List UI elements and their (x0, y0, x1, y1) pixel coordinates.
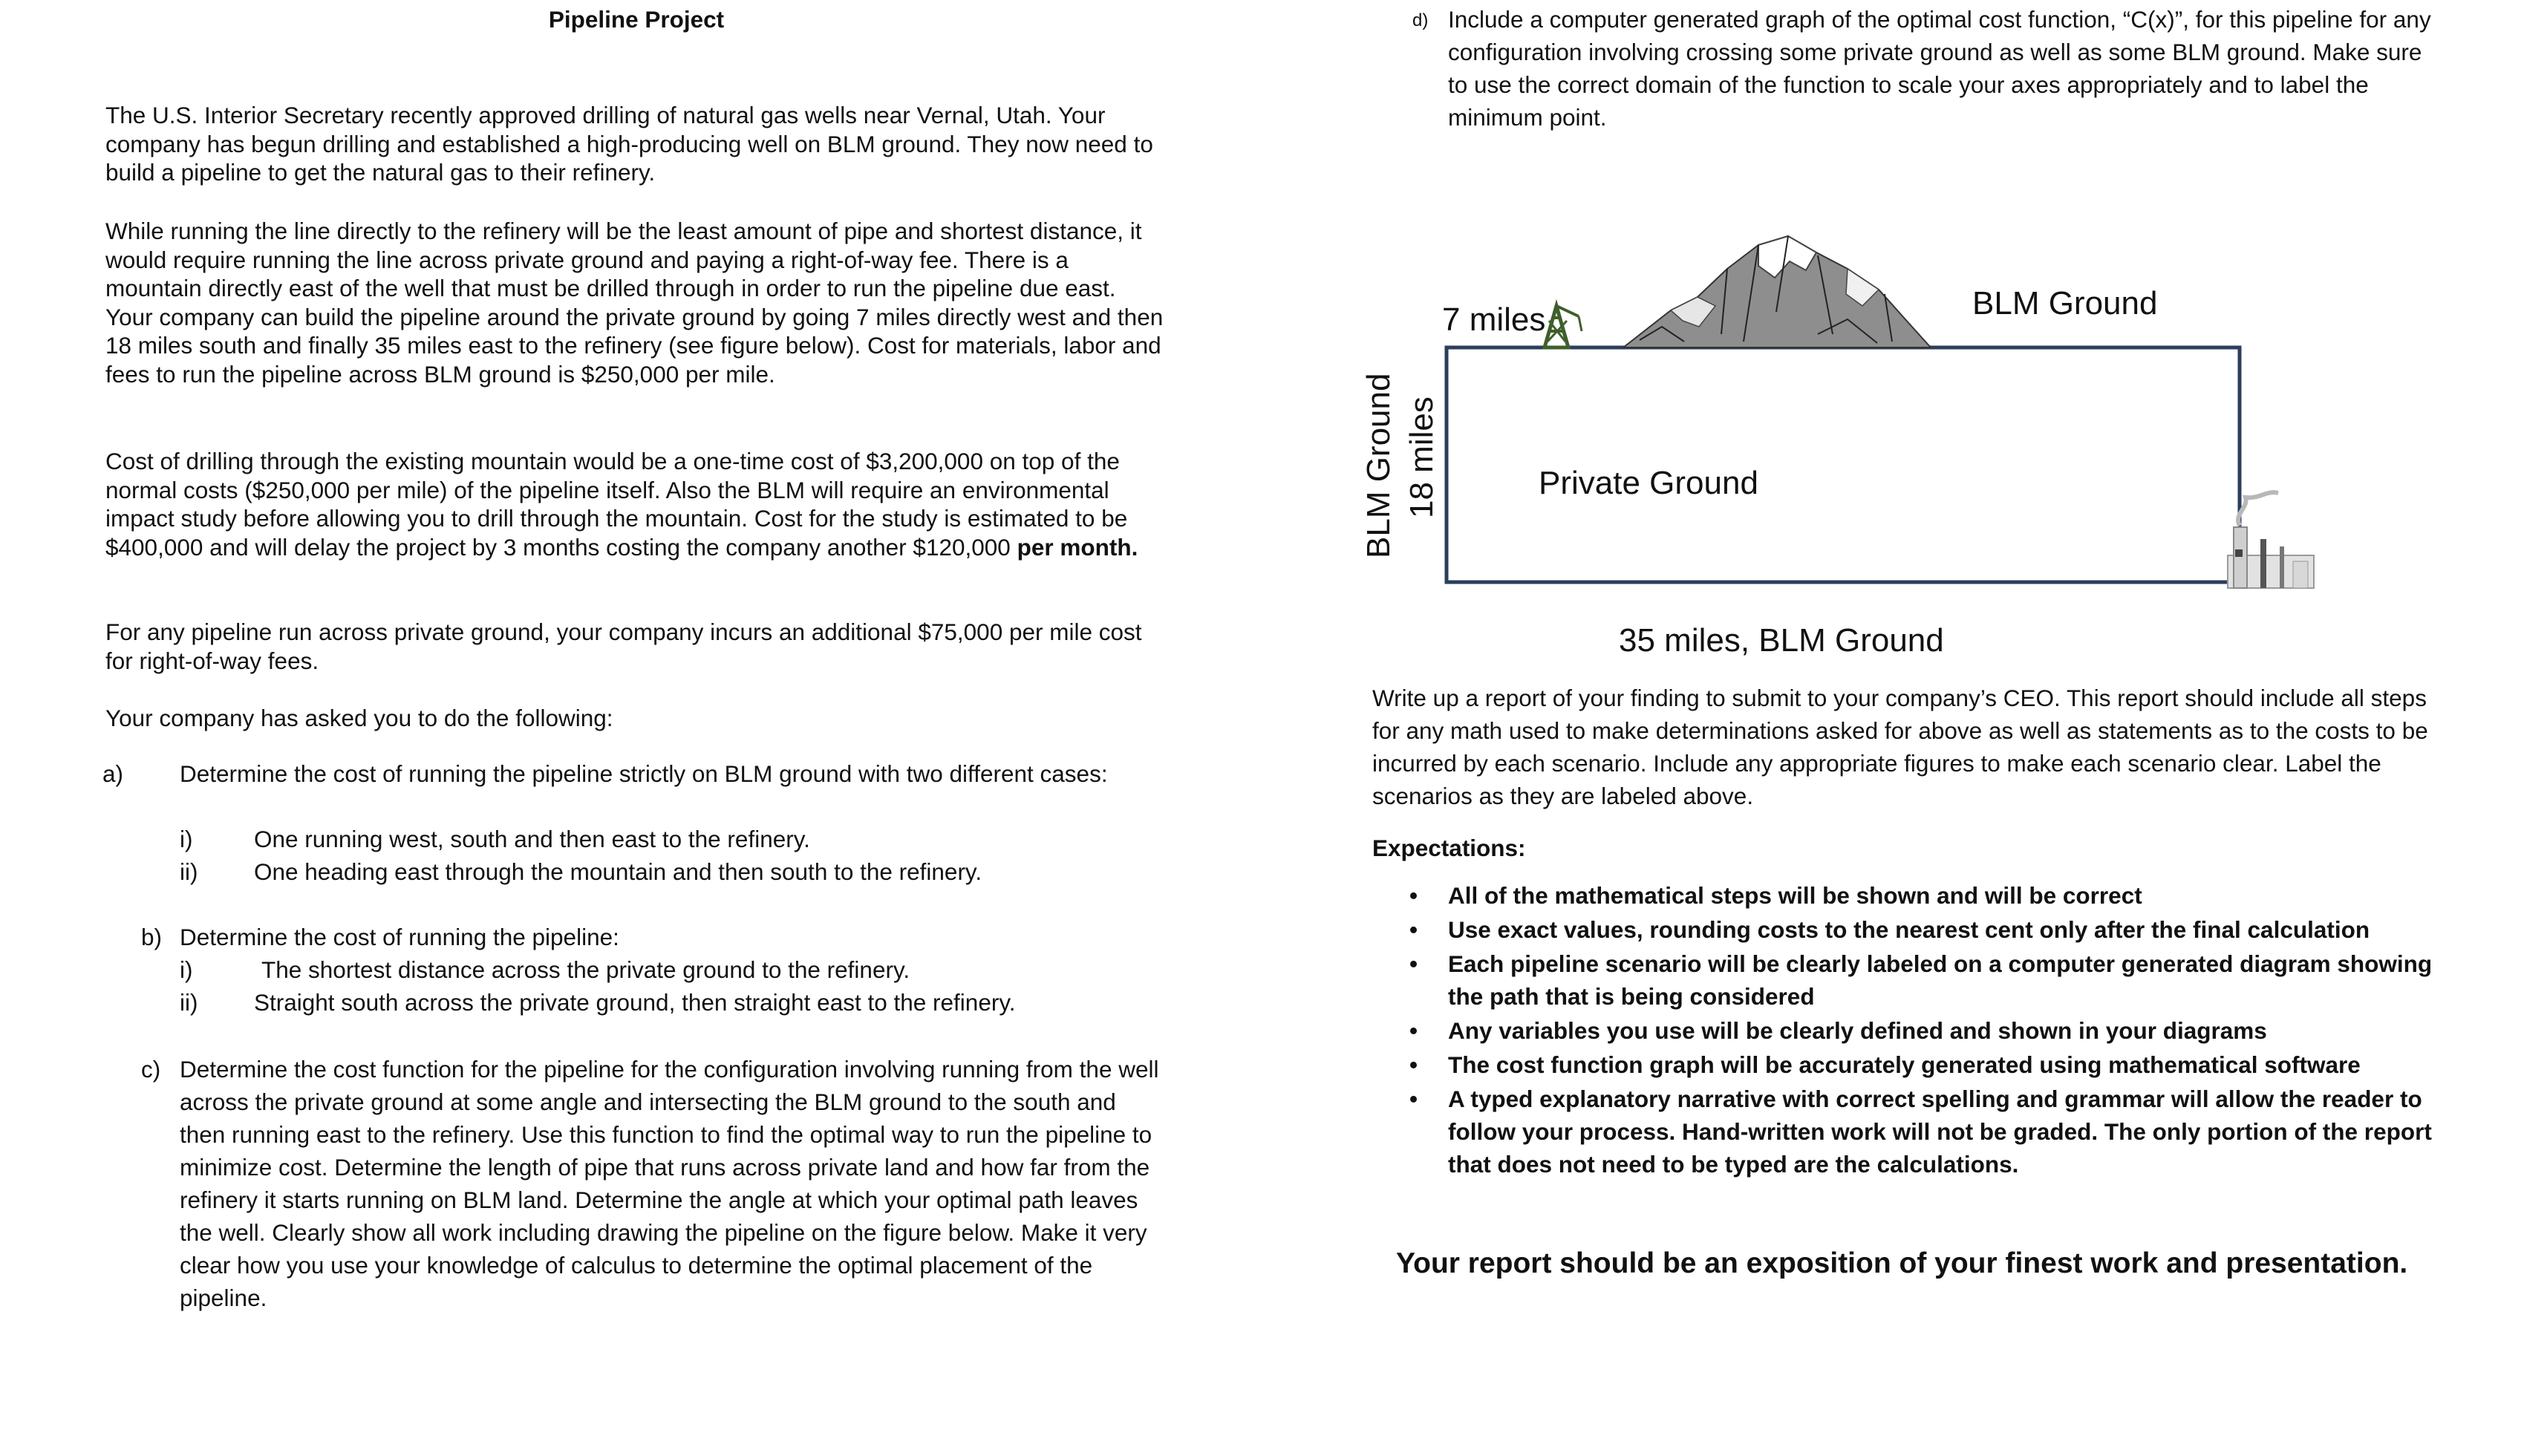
mountain-icon (1623, 236, 1931, 347)
task-a-ii-num: ii) (180, 858, 198, 885)
task-a (102, 757, 1166, 790)
task-b (141, 921, 1166, 953)
intro-paragraph: The U.S. Interior Secretary recently approved drilling of natural gas wells near Vernal, Utah. Your company has begun drilling and established a high-producing well on BLM ground. They now need to build a pipeline to get the natural gas to their refinery. (105, 102, 1153, 186)
task-b-i-text: The shortest distance across the private ground to the refinery. (261, 956, 910, 983)
task-d-text: Include a computer generated graph of the optimal cost function, “C(x)”, for this pipeline for any configuration involving crossing some private ground as well as some BLM ground. Make sure to use the correct domain of the function to scale your axes appropriately and to label the minimum point. (1448, 6, 2431, 131)
expectations-list (1372, 879, 2442, 1182)
label-private-ground: Private Ground (1539, 465, 1758, 501)
task-a-text: Determine the cost of running the pipeline strictly on BLM ground with two different cases: (180, 760, 1108, 787)
routing-paragraph: While running the line directly to the refinery will be the least amount of pipe and shortest distance, it would require running the line across private ground and paying a right-of-way fee. There is a mountain directly east of the well that must be drilled through in order to run the pipeline due east. Your company can build the pipeline around the private ground by going 7 miles directly west and then 18 miles south and finally 35 miles east to the refinery (see figure below). Cost for materials, labor and fees to run the pipeline across BLM ground is $250,000 per mile. (105, 218, 1164, 388)
label-blm-ground-side: BLM Ground (1360, 373, 1397, 558)
expectation-item: • Any variables you use will be clearly defined and shown in your diagrams (1409, 1017, 2267, 1044)
task-b-label: b) (141, 924, 163, 950)
pipeline-diagram (1372, 223, 2442, 683)
expectation-item: • Each pipeline scenario will be clearly labeled on a computer generated diagram showing the path that is being considered (1409, 950, 2433, 1010)
private-cost-paragraph: For any pipeline run across private ground, your company incurs an additional $75,000 per mile cost for right-of-way fees. (105, 618, 1142, 674)
task-b-ii-num: ii) (180, 989, 198, 1016)
task-c-label: c) (141, 1056, 161, 1083)
label-blm-ground-top: BLM Ground (1972, 285, 2158, 321)
label-35-miles-blm: 35 miles, BLM Ground (1619, 622, 1944, 659)
closing-statement: Your report should be an exposition of your finest work and presentation. (1396, 1247, 2408, 1279)
per-month-emphasis: per month. (1017, 533, 1138, 561)
expectation-item: • The cost function graph will be accurately generated using mathematical software (1409, 1051, 2361, 1078)
task-a-ii-text: One heading east through the mountain and then south to the refinery. (254, 858, 982, 885)
task-a-i-num: i) (180, 826, 193, 852)
page-title: Pipeline Project (548, 6, 725, 33)
expectations-heading: Expectations: (1372, 835, 1526, 861)
mountain-cost-paragraph: Cost of drilling through the existing mountain would be a one-time cost of $3,200,000 on top of the normal costs ($250,000 per mile) of the pipeline itself. Also the BLM will require an environmental impact study before allowing you to drill through the mountain. Cost for the study is estimated to be $400,000 and will delay the project by 3 months costing the company another $120,000 per month. (105, 448, 1138, 561)
pipeline-figure (1360, 223, 2442, 683)
asked-paragraph: Your company has asked you to do the following: (105, 705, 613, 731)
expectation-item: • All of the mathematical steps will be shown and will be correct (1409, 882, 2142, 909)
task-a-label: a) (102, 760, 124, 787)
well-derrick-icon (1545, 306, 1582, 347)
task-b-text: Determine the cost of running the pipeline: (180, 924, 619, 950)
task-a-i-text: One running west, south and then east to the refinery. (254, 826, 810, 852)
task-b-i-num: i) (180, 956, 193, 983)
label-18-miles: 18 miles (1403, 396, 1440, 518)
report-paragraph: Write up a report of your finding to submit to your company’s CEO. This report should include all steps for any math used to make determinations asked for above as well as statements as to the costs to be incurred by each scenario. Include any appropriate figures to make each scenario clear. Label the scenarios as they are labeled above. (1372, 685, 2428, 809)
expectation-item: • A typed explanatory narrative with correct spelling and grammar will allow the reader to follow your process. Hand-written work will not be graded. The only portion of the report that does not need to be typed are the calculations. (1409, 1086, 2432, 1178)
task-b-ii-text: Straight south across the private ground, then straight east to the refinery. (254, 989, 1016, 1016)
expectation-item: • Use exact values, rounding costs to the nearest cent only after the final calculation (1409, 916, 2370, 943)
task-c-text: Determine the cost function for the pipeline for the configuration involving running from the well across the private ground at some angle and intersecting the BLM ground to the south and then running east to the refinery. Use this function to find the optimal way to run the pipeline to minimize cost. Determine the length of pipe that runs across private land and how far from the refinery it starts running on BLM land. Determine the angle at which your optimal path leaves the well. Clearly show all work including drawing the pipeline on the figure below. Make it very clear how you use your knowledge of calculus to determine the optimal placement of the pipeline. (180, 1056, 1159, 1311)
task-d-label: d) (1412, 10, 1429, 30)
label-7-miles: 7 miles (1442, 301, 1546, 338)
